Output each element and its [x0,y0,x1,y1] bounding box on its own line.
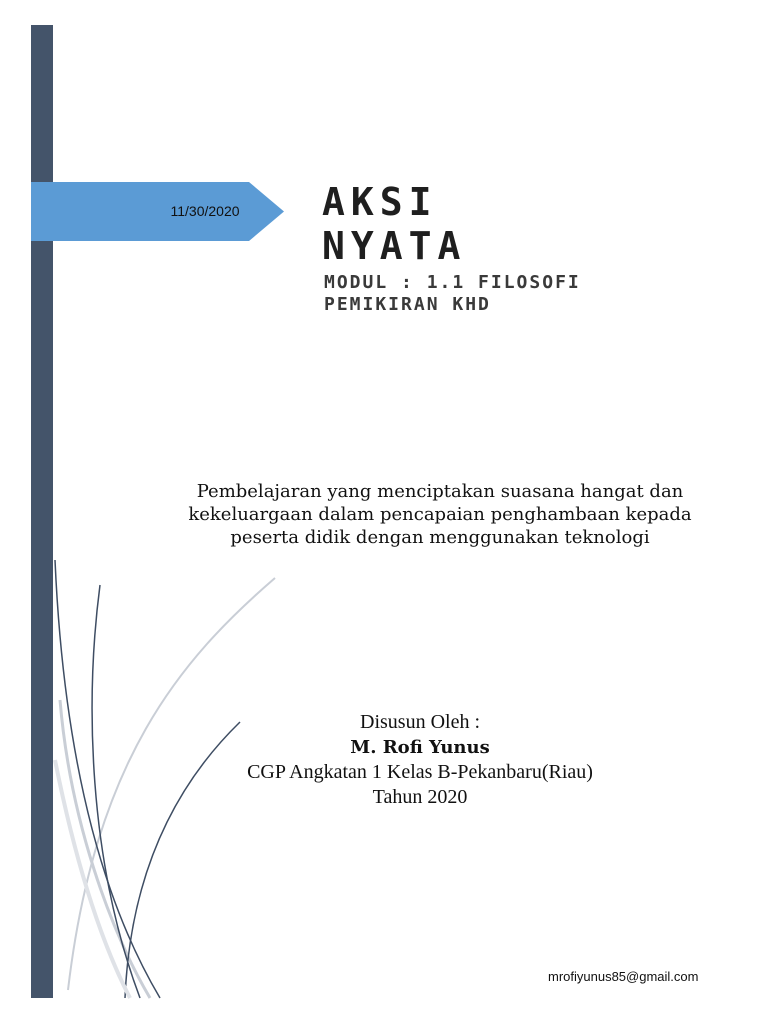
prepared-by-label: Disusun Oleh : [360,711,480,733]
author-name: M. Rofi Yunus [350,737,490,758]
document-subtitle [324,272,744,316]
author-block [200,710,640,810]
cover-description: Pembelajaran yang menciptakan suasana hangat dan kekeluargaan dalam pencapaian penghambaan kepada peserta didik dengan menggunakan teknologi [188,481,692,548]
document-title [322,180,742,268]
subtitle-line-2: PEMIKIRAN KHD [324,294,491,315]
curve-light-3 [55,760,130,998]
subtitle-line-1: MODUL : 1.1 FILOSOFI [324,272,581,293]
title-line-1: AKSI [322,180,438,224]
cover-year: Tahun 2020 [372,786,468,808]
author-email: mrofiyunus85@gmail.com [548,969,699,984]
title-line-2: NYATA [322,224,467,268]
cover-date: 11/30/2020 [170,203,240,219]
author-affiliation: CGP Angkatan 1 Kelas B-Pekanbaru(Riau) [247,761,593,783]
